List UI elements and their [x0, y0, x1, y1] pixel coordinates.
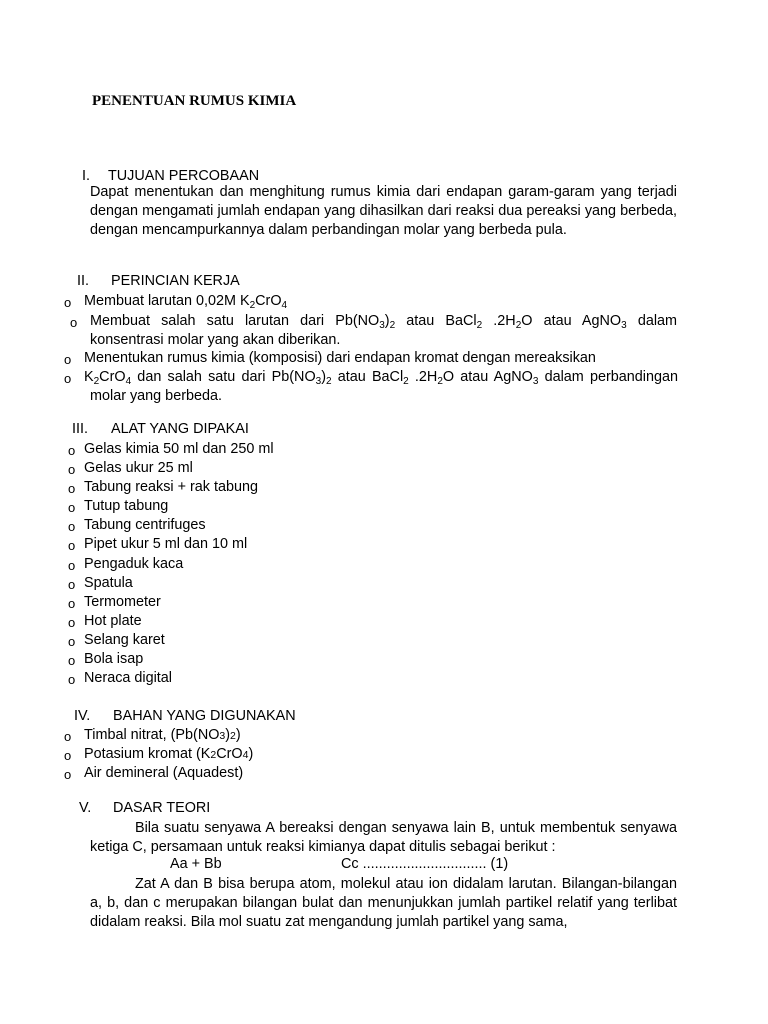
bullet-marker: o — [70, 315, 78, 330]
bullet-marker: o — [64, 729, 72, 744]
page-title: PENENTUAN RUMUS KIMIA — [92, 93, 297, 109]
bullet-marker: o — [64, 352, 72, 367]
section-heading-perincian — [77, 273, 240, 289]
section-number: V. — [79, 800, 92, 816]
bullet-marker: o — [64, 371, 72, 386]
bullet-marker: o — [64, 295, 72, 310]
section-number: II. — [77, 273, 89, 289]
list-item: o $K_2CrO_4$ dan salah satu dari $Pb(NO_3)_2$ atau BaCl$_2$ $.2H_2O$ atau AgNO$_3$ dalam perbandingan molar yang berbeda. — [64, 369, 678, 404]
list-item: o Timbal nitrat, (Pb(NO3)2) — [64, 727, 241, 744]
section-heading-alat — [72, 421, 249, 437]
tujuan-paragraph: Dapat menentukan dan menghitung rumus kimia dari endapan garam-garam yang terjadi dengan mengamati jumlah endapan yang dihasilkan dari reaksi dua pereaksi yang berbeda, dengan mencampurkannya dalam perbandingan molar yang berbeda pula. — [90, 184, 677, 238]
document-page: PENENTUAN RUMUS KIMIA I. TUJUAN PERCOBAAN Dapat menentukan dan menghitung rumus kimia dari endapan garam-garam yang terjadi dengan mengamati jumlah endapan yang dihasilkan dari reaksi dua pereaksi yang berbeda, dengan mencampurkannya dalam perbandingan molar yang berbeda pula. II. PERINCIAN KERJA o Membuat larutan 0,02M $K_2CrO_4$ o Membuat salah satu larutan dari $Pb(NO_3)_2$ atau BaCl$_2$ $.2H_2O$ atau AgNO$_3$ dalam konsentrasi molar yang akan diberikan. o Menentukan rumus kimia (komposisi) dari endapan kromat dengan mereaksikan o $K_2CrO_4$ dan salah satu dari $Pb(NO_3)_2$ atau BaCl$_2$ $.2H_2O$ atau AgNO$_3$ dalam perbandingan molar yang berbeda. III. ALAT YANG DIPAKAI o Gelas kimia 50 ml dan 250 ml o Gelas ukur 25 ml o Tabung reaksi + rak tabung o Tutup tabung o Tabung centrifuges o Pipet ukur 5 ml dan 10 ml o Pengaduk kaca o Spatula o Termometer o Hot plate o Selang karet o Bola isap o Neraca digital IV. BAHAN YANG DIGUNAKAN o Timbal nitrat, (Pb(NO3)2) o Potasium kromat (K2CrO4) o Air demineral (Aquadest) V. DASAR TEORI Bila suatu senyawa A bereaksi dengan senyawa lain B, untuk membentuk senyawa ketiga C, persamaan untuk reaksi kimianya dapat ditulis sebagai berikut : Aa + Bb Cc ............................... (1) Zat A dan B bisa berupa atom, molekul atau ion didalam larutan. Bilangan-bilangan a, b, dan c merupakan bilangan bulat dan menunjukkan jumlah partikel relatif yang terlibat didalam reaksi. Bila mol suatu zat mengandung jumlah partikel yang sama, — [64, 93, 678, 930]
list-item: o Air demineral (Aquadest) — [64, 765, 244, 782]
bullet-marker: o — [64, 748, 72, 763]
section-label: BAHAN YANG DIGUNAKAN — [113, 708, 296, 724]
bullet-marker: o — [64, 767, 72, 782]
list-item: o Menentukan rumus kimia (komposisi) dari endapan kromat dengan mereaksikan — [64, 350, 596, 367]
equation-left: Aa + Bb — [170, 856, 222, 872]
section-number: IV. — [74, 708, 91, 724]
list-item: o Membuat salah satu larutan dari $Pb(NO_3)_2$ atau BaCl$_2$ $.2H_2O$ atau AgNO$_3$ dalam konsentrasi molar yang akan diberikan. — [70, 313, 678, 348]
section-label: PERINCIAN KERJA — [111, 273, 240, 289]
list-item: o Potasium kromat (K2CrO4) — [64, 746, 254, 763]
section-label: ALAT YANG DIPAKAI — [111, 421, 249, 437]
list-item: o Membuat larutan 0,02M $K_2CrO_4$ — [64, 293, 288, 311]
section-heading-bahan — [74, 708, 296, 724]
section-label: TUJUAN PERCOBAAN — [108, 168, 260, 184]
section-number: III. — [72, 421, 88, 437]
dasar-teori-paragraph-1: Bila suatu senyawa A bereaksi dengan senyawa lain B, untuk membentuk senyawa ketiga C, persamaan untuk reaksi kimianya dapat ditulis sebagai berikut : — [90, 820, 677, 855]
section-number: I. — [82, 168, 90, 184]
section-heading-tujuan — [82, 168, 260, 184]
section-label: DASAR TEORI — [113, 800, 211, 816]
dasar-teori-paragraph-2: Zat A dan B bisa berupa atom, molekul atau ion didalam larutan. Bilangan-bilangan a, b, dan c merupakan bilangan bulat dan menunjukkan jumlah partikel relatif yang terlibat didalam reaksi. Bila mol suatu zat mengandung jumlah partikel yang sama, — [90, 876, 677, 930]
equation-right: Cc ............................... (1) — [341, 856, 509, 872]
section-heading-dasar-teori — [79, 800, 211, 816]
